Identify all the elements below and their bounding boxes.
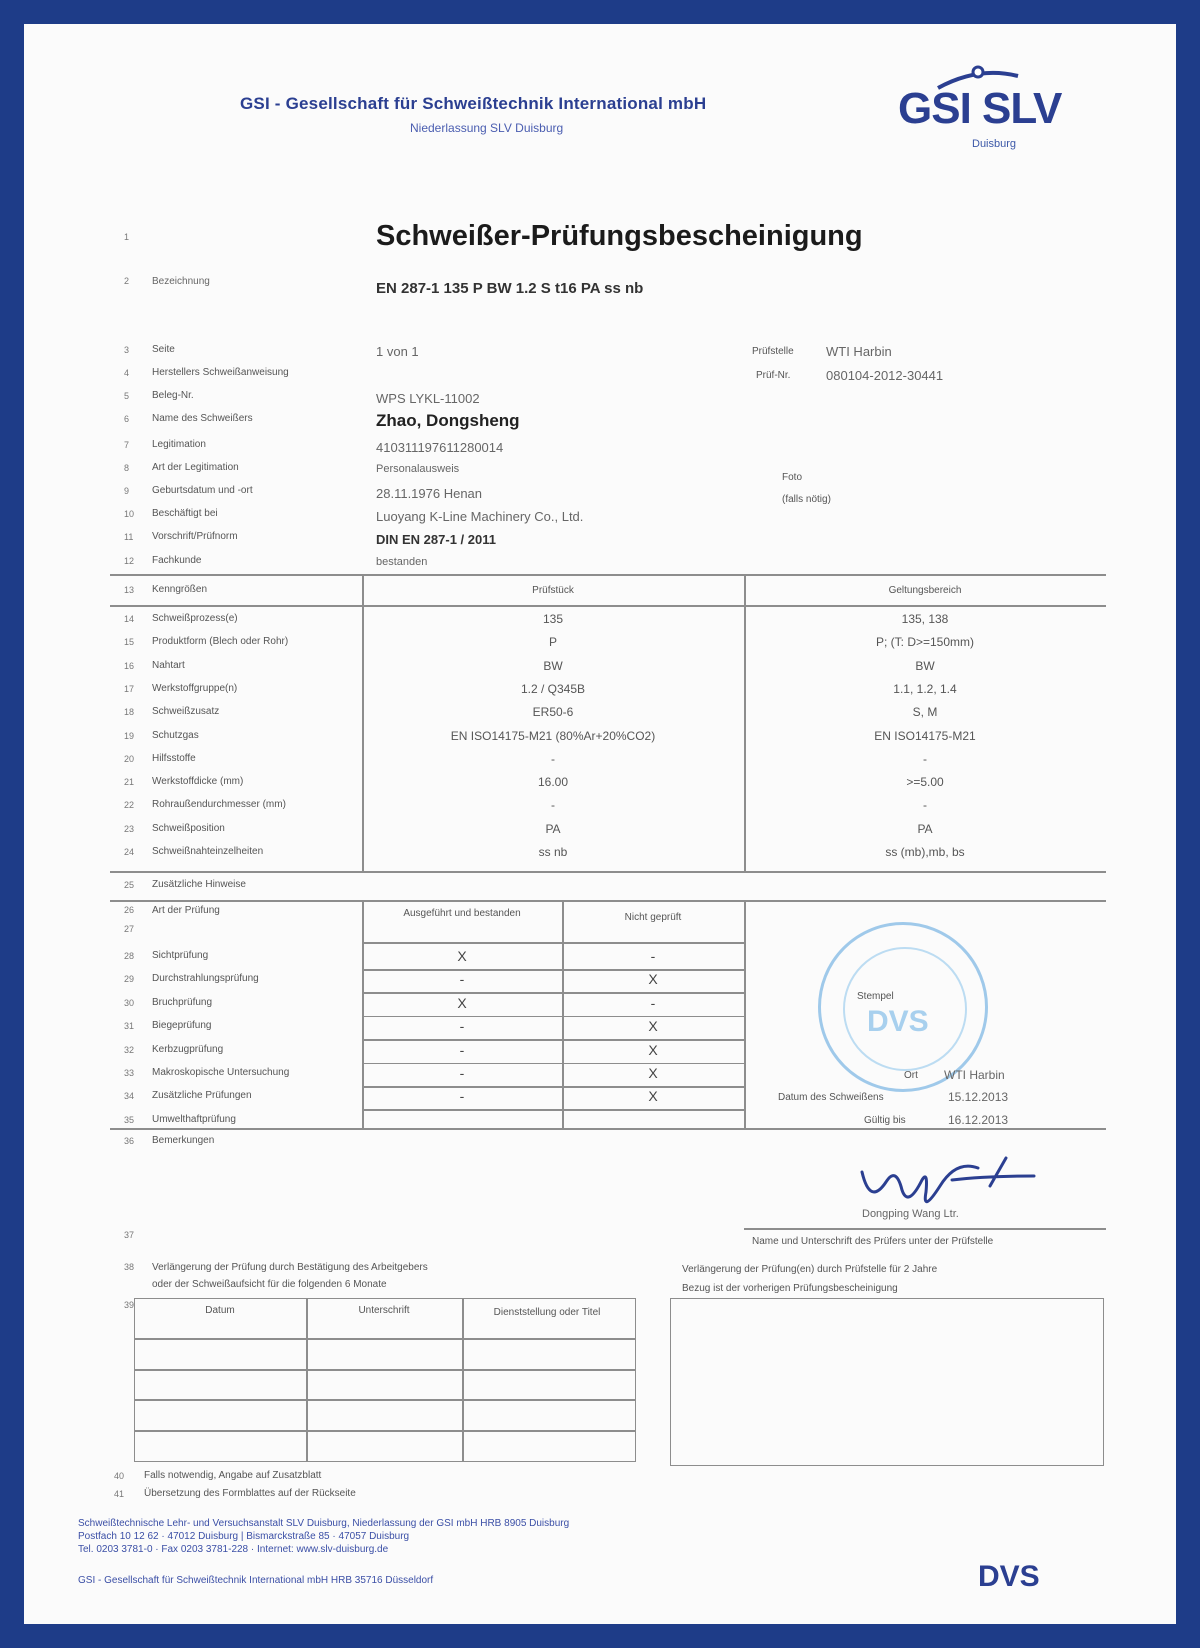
field-value: 410311197611280014 xyxy=(376,440,504,455)
row-number: 37 xyxy=(124,1230,135,1240)
test-number-label: Prüf-Nr. xyxy=(756,370,791,381)
param-range-value: 135, 138 xyxy=(901,612,949,626)
row-number: 6 xyxy=(124,414,130,424)
row-number: 19 xyxy=(124,730,135,741)
field-value: WPS LYKL-11002 xyxy=(376,391,480,406)
field-label: Fachkunde xyxy=(152,555,202,566)
table-rule xyxy=(362,1016,744,1018)
row-number: 31 xyxy=(124,1021,135,1032)
row-number: 15 xyxy=(124,637,135,648)
exam-done-mark: - xyxy=(459,1088,465,1105)
row-number: 20 xyxy=(124,753,135,764)
footer-line: Tel. 0203 3781-0 · Fax 0203 3781-228 · Internet: www.slv-duisburg.de xyxy=(78,1544,389,1555)
table-rule xyxy=(362,1039,744,1041)
field-label: Legitimation xyxy=(152,439,206,450)
row-number: 40 xyxy=(114,1471,125,1481)
remarks-label: Bemerkungen xyxy=(152,1135,215,1146)
param-range-value: BW xyxy=(915,658,935,673)
field-label: Beleg-Nr. xyxy=(152,390,194,401)
field-label: Vorschrift/Prüfnorm xyxy=(152,531,238,542)
dvs-stamp xyxy=(818,922,988,1092)
param-test-value: PA xyxy=(545,821,561,836)
row-number: 28 xyxy=(124,951,135,961)
row-number: 14 xyxy=(124,614,135,624)
field-value: bestanden xyxy=(376,556,428,568)
row-number: 38 xyxy=(124,1262,135,1272)
extension-right-text: Bezug ist der vorherigen Prüfungsbescheinigung xyxy=(682,1283,898,1294)
row-number: 17 xyxy=(124,683,135,694)
stamp-label: Stempel xyxy=(857,991,894,1002)
field-label: Seite xyxy=(152,344,175,355)
row-number: 26 xyxy=(124,905,135,915)
row-number: 39 xyxy=(124,1300,135,1310)
param-label: Rohraußendurchmesser (mm) xyxy=(152,799,286,811)
testing-body-value: WTI Harbin xyxy=(826,344,892,359)
row-number: 34 xyxy=(124,1091,135,1102)
exam-done-mark: - xyxy=(459,971,465,988)
field-value: 1 von 1 xyxy=(376,344,419,359)
note-text: Falls notwendig, Angabe auf Zusatzblatt xyxy=(144,1470,322,1481)
row-number: 33 xyxy=(124,1068,135,1078)
param-test-value: - xyxy=(551,751,555,766)
branch-name: Niederlassung SLV Duisburg xyxy=(410,121,564,135)
row-number: 16 xyxy=(124,660,135,671)
row-number: 24 xyxy=(124,847,135,857)
table-rule xyxy=(110,900,1106,902)
logo-text: GSI SLV xyxy=(898,84,1062,133)
row-number: 41 xyxy=(114,1489,125,1499)
stamp-text: DVS xyxy=(867,1005,929,1038)
row-number: 23 xyxy=(124,823,135,834)
exam-label: Kerbzugprüfung xyxy=(152,1043,224,1055)
row-number: 5 xyxy=(124,391,130,401)
row-number: 8 xyxy=(124,463,130,473)
param-range-value: S, M xyxy=(912,705,938,720)
param-label: Werkstoffgruppe(n) xyxy=(152,682,238,694)
row-number: 30 xyxy=(124,997,135,1008)
table-rule xyxy=(110,574,1106,576)
table-rule xyxy=(362,1063,744,1065)
exam-col-not: Nicht geprüft xyxy=(624,912,682,923)
param-label: Schweißzusatz xyxy=(152,706,220,718)
row-number: 2 xyxy=(124,276,130,286)
row-number: 11 xyxy=(124,532,134,542)
field-label: Herstellers Schweißanweisung xyxy=(152,367,289,378)
signature-line xyxy=(744,1228,1106,1230)
exam-not-mark: X xyxy=(648,1041,658,1058)
param-test-value: - xyxy=(551,798,555,813)
row-number: 13 xyxy=(124,585,135,595)
param-test-value: 16.00 xyxy=(537,775,569,790)
weld-date-label: Datum des Schweißens xyxy=(778,1092,884,1103)
table-rule xyxy=(110,1128,1106,1130)
row-number: 10 xyxy=(124,509,135,519)
org-name: GSI - Gesellschaft für Schweißtechnik International mbH xyxy=(240,94,707,113)
field-value: Luoyang K-Line Machinery Co., Ltd. xyxy=(376,509,584,524)
table-rule xyxy=(462,1298,464,1462)
param-range-value: >=5.00 xyxy=(906,775,944,790)
exam-label: Umwelthaftprüfung xyxy=(152,1113,236,1125)
ext-col-title: Dienststellung oder Titel xyxy=(493,1307,601,1318)
row-number: 9 xyxy=(124,486,130,496)
row-number: 12 xyxy=(124,556,135,566)
row-number: 22 xyxy=(124,800,135,811)
field-label: Beschäftigt bei xyxy=(152,508,218,519)
valid-until-value: 16.12.2013 xyxy=(948,1113,1009,1127)
extension-left-text: oder der Schweißaufsicht für die folgenden 6 Monate xyxy=(152,1279,387,1290)
valid-until-label: Gültig bis xyxy=(864,1115,906,1126)
exam-label: Makroskopische Untersuchung xyxy=(152,1067,290,1078)
param-range-value: PA xyxy=(917,821,933,836)
params-header-label: Kenngrößen xyxy=(152,584,208,595)
param-test-value: BW xyxy=(543,658,563,673)
exam-not-mark: - xyxy=(650,994,656,1011)
row-number: 21 xyxy=(124,777,135,788)
field-label: Art der Legitimation xyxy=(152,462,239,473)
table-rule xyxy=(362,1109,744,1111)
param-test-value: ER50-6 xyxy=(532,705,574,720)
table-rule xyxy=(362,969,744,971)
table-rule xyxy=(362,1086,744,1088)
designation-label: Bezeichnung xyxy=(152,276,210,287)
params-header-range: Geltungsbereich xyxy=(888,585,962,596)
exam-done-mark: - xyxy=(459,1041,465,1058)
logo-sub: Duisburg xyxy=(972,138,1017,150)
params-header-test: Prüfstück xyxy=(532,585,574,596)
photo-label: Foto xyxy=(782,472,803,483)
footer-line: GSI - Gesellschaft für Schweißtechnik International mbH HRB 35716 Düsseldorf xyxy=(78,1575,434,1586)
exam-not-mark: X xyxy=(648,1065,658,1081)
signature-caption: Name und Unterschrift des Prüfers unter der Prüfstelle xyxy=(752,1236,994,1247)
place-label: Ort xyxy=(904,1070,918,1081)
row-number: 27 xyxy=(124,924,135,934)
row-number: 32 xyxy=(124,1044,135,1055)
weld-date-value: 15.12.2013 xyxy=(948,1090,1009,1104)
table-rule xyxy=(134,1338,636,1340)
photo-note: (falls nötig) xyxy=(782,494,831,505)
exam-label: Sichtprüfung xyxy=(152,950,209,961)
extension-box-right xyxy=(670,1298,1104,1466)
welder-name: Zhao, Dongsheng xyxy=(376,411,520,430)
testing-body-label: Prüfstelle xyxy=(752,346,794,357)
param-range-value: - xyxy=(923,798,927,813)
table-rule xyxy=(306,1298,308,1462)
param-label: Hilfsstoffe xyxy=(152,752,196,764)
exam-label: Durchstrahlungsprüfung xyxy=(152,973,259,985)
additional-notes-label: Zusätzliche Hinweise xyxy=(152,879,246,890)
param-label: Schutzgas xyxy=(152,729,199,741)
exam-done-mark: - xyxy=(459,1018,465,1035)
row-number: 1 xyxy=(124,232,130,242)
exam-done-mark: X xyxy=(457,994,467,1011)
ext-col-signature: Unterschrift xyxy=(358,1305,410,1316)
footer-line: Schweißtechnische Lehr- und Versuchsanstalt SLV Duisburg, Niederlassung der GSI mbH HRB 8905 Duisburg xyxy=(78,1518,570,1529)
param-label: Schweißnahteinzelheiten xyxy=(152,846,264,857)
row-number: 25 xyxy=(124,880,135,890)
param-label: Nahtart xyxy=(152,659,185,671)
designation: EN 287-1 135 P BW 1.2 S t16 PA ss nb xyxy=(376,280,644,297)
extension-right-text: Verlängerung der Prüfung(en) durch Prüfstelle für 2 Jahre xyxy=(682,1264,938,1275)
param-range-value: 1.1, 1.2, 1.4 xyxy=(893,681,957,696)
exam-type-label: Art der Prüfung xyxy=(152,905,220,916)
field-label: Name des Schweißers xyxy=(152,413,253,424)
param-range-value: EN ISO14175-M21 xyxy=(874,728,976,743)
test-number-value: 080104-2012-30441 xyxy=(826,368,944,383)
place-value: WTI Harbin xyxy=(944,1068,1005,1082)
footer-line: Postfach 10 12 62 · 47012 Duisburg | Bismarckstraße 85 · 47057 Duisburg xyxy=(78,1531,410,1542)
param-label: Produktform (Blech oder Rohr) xyxy=(152,636,289,648)
param-test-value: 1.2 / Q345B xyxy=(520,681,586,696)
param-range-value: P; (T: D>=150mm) xyxy=(875,635,975,650)
table-rule xyxy=(362,942,744,944)
exam-done-mark: X xyxy=(457,948,467,964)
exam-label: Zusätzliche Prüfungen xyxy=(152,1090,252,1102)
row-number: 18 xyxy=(124,707,135,718)
exam-done-mark: - xyxy=(459,1065,465,1081)
row-number: 29 xyxy=(124,974,135,985)
extension-table xyxy=(134,1298,636,1462)
exam-not-mark: - xyxy=(650,948,656,964)
exam-not-mark: X xyxy=(648,1088,658,1105)
param-test-value: P xyxy=(548,635,557,650)
row-number: 3 xyxy=(124,345,130,355)
signature-icon xyxy=(856,1146,1046,1216)
table-rule xyxy=(110,871,1106,873)
examiner-name: Dongping Wang Ltr. xyxy=(862,1208,959,1220)
param-range-value: ss (mb),mb, bs xyxy=(885,845,965,859)
param-label: Schweißposition xyxy=(152,822,225,834)
param-label: Werkstoffdicke (mm) xyxy=(152,776,244,788)
page-title: Schweißer-Prüfungsbescheinigung xyxy=(376,220,863,252)
ext-col-date: Datum xyxy=(205,1305,235,1316)
table-rule xyxy=(134,1399,636,1401)
table-rule xyxy=(744,900,746,1128)
table-rule xyxy=(110,605,1106,607)
gsi-slv-logo xyxy=(898,66,1080,162)
field-value: Personalausweis xyxy=(376,463,460,475)
extension-left-text: Verlängerung der Prüfung durch Bestätigung des Arbeitgebers xyxy=(152,1262,428,1273)
row-number: 36 xyxy=(124,1136,135,1146)
row-number: 35 xyxy=(124,1114,135,1125)
row-number: 7 xyxy=(124,440,130,450)
table-rule xyxy=(134,1430,636,1432)
row-number: 4 xyxy=(124,368,130,378)
exam-not-mark: X xyxy=(648,971,658,988)
table-rule xyxy=(134,1369,636,1371)
note-text: Übersetzung des Formblattes auf der Rückseite xyxy=(144,1488,356,1499)
field-value: 28.11.1976 Henan xyxy=(376,486,483,501)
dvs-logo: DVS xyxy=(978,1560,1040,1593)
field-value: DIN EN 287-1 / 2011 xyxy=(376,532,496,547)
param-test-value: 135 xyxy=(542,612,564,626)
param-test-value: ss nb xyxy=(538,845,568,859)
param-test-value: EN ISO14175-M21 (80%Ar+20%CO2) xyxy=(450,728,656,743)
exam-col-done: Ausgeführt und bestanden xyxy=(403,908,521,919)
param-range-value: - xyxy=(923,751,927,766)
param-label: Schweißprozess(e) xyxy=(152,613,238,624)
exam-not-mark: X xyxy=(648,1018,658,1035)
table-rule xyxy=(362,992,744,994)
exam-label: Bruchprüfung xyxy=(152,996,213,1008)
exam-label: Biegeprüfung xyxy=(152,1020,212,1032)
field-label: Geburtsdatum und -ort xyxy=(152,485,253,496)
